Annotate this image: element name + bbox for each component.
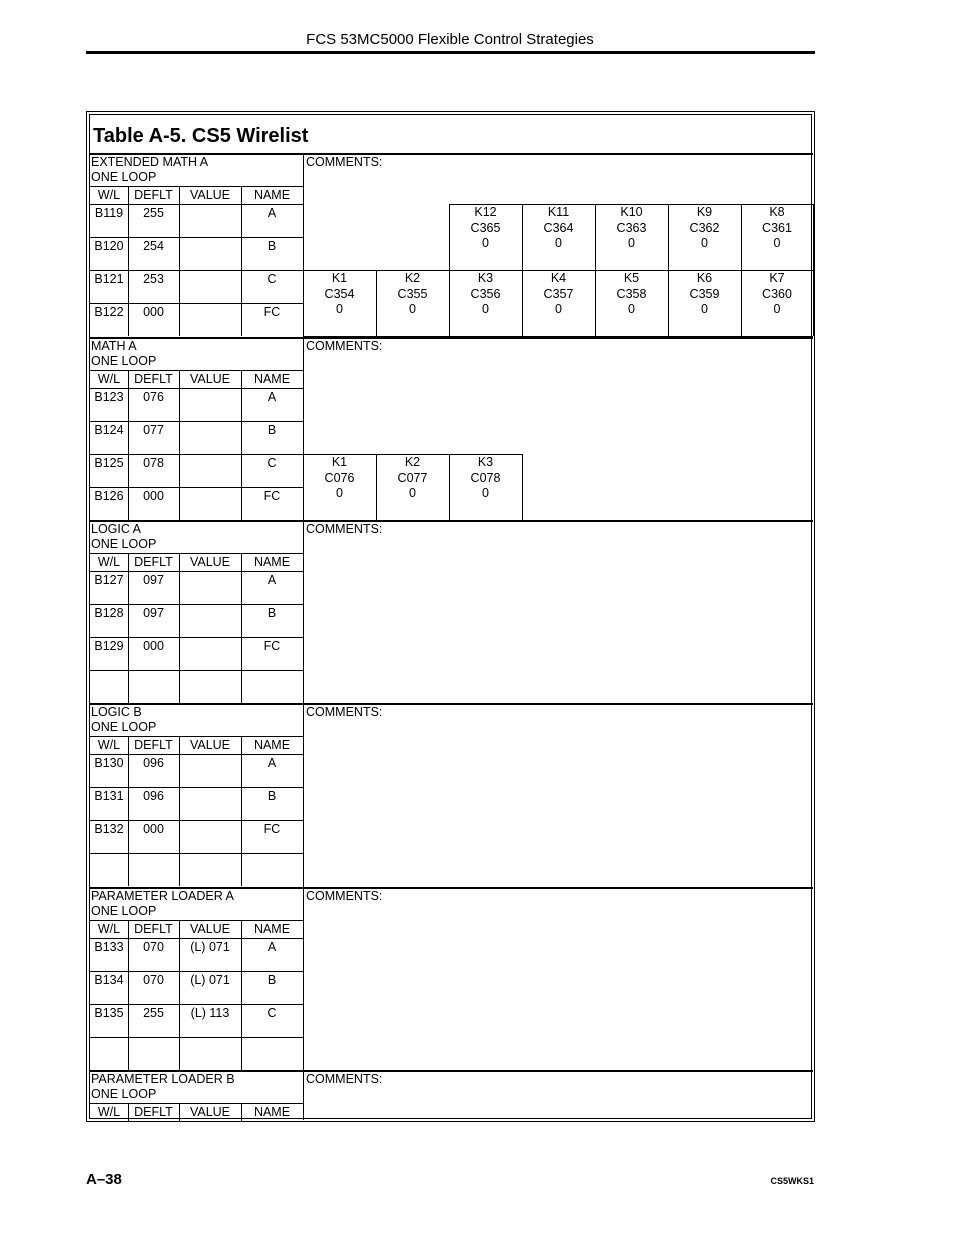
column-header-name: NAME [253,555,291,569]
row-rule [90,421,303,422]
name-cell: FC [263,822,281,836]
name-cell: A [267,390,277,404]
constant-rule [449,270,450,336]
section-name: LOGIC B [91,705,142,719]
column-header-deflt: DEFLT [134,188,173,202]
constant-id: K7 [769,271,785,285]
section-subtitle: ONE LOOP [91,904,157,918]
column-rule [241,1103,242,1121]
comments-label: COMMENTS: [306,339,383,353]
section-subtitle: ONE LOOP [91,720,157,734]
constant-value: 0 [482,302,489,316]
constant-register: C365 [470,220,501,235]
column-rule [179,1103,180,1121]
constant-value: 0 [773,302,781,316]
default-cell: 078 [143,456,164,470]
default-cell: 070 [143,940,164,954]
constant-value: 0 [773,236,781,250]
column-header-rule [90,1103,303,1104]
name-cell: A [267,940,277,954]
name-cell: B [267,606,277,620]
wirelist-table-inner [89,114,812,1119]
column-rule [179,186,180,336]
row-rule [90,270,303,271]
column-header-value: VALUE [189,1105,231,1119]
section-subtitle: ONE LOOP [91,537,157,551]
constant-cell [595,205,668,252]
constant-register: C077 [397,470,428,485]
constant-register: C359 [689,286,720,301]
name-cell: A [267,756,277,770]
comments-label: COMMENTS: [306,155,383,169]
column-header-value: VALUE [189,922,231,936]
constant-register: C363 [616,220,647,235]
header-rule [86,51,815,54]
section-name: PARAMETER LOADER B [91,1072,235,1086]
value-cell: (L) 113 [190,1006,230,1020]
constant-cell [449,205,522,252]
column-header-rule [90,754,303,755]
column-header-rule [90,204,303,205]
constant-value: 0 [555,302,562,316]
name-cell: B [267,973,277,987]
column-header-deflt: DEFLT [134,1105,173,1119]
wirelist-cell: B119 [94,206,124,220]
section-name: LOGIC A [91,522,142,536]
constant-register: C357 [543,286,574,301]
row-rule [90,604,303,605]
column-header-name: NAME [253,738,291,752]
constant-cell [376,455,449,502]
constant-rule [668,270,669,336]
default-cell: 097 [143,573,164,587]
constant-id: K1 [331,271,348,285]
constant-value: 0 [701,236,708,250]
section-subtitle: ONE LOOP [91,1087,157,1101]
footer-code: CS5WKS1 [770,1176,814,1186]
constant-cell [449,455,522,502]
constant-rule [813,270,814,336]
name-cell: FC [263,489,281,503]
constant-rule [668,204,669,270]
constant-value: 0 [555,236,562,250]
constant-value: 0 [409,486,416,500]
row-rule [90,787,303,788]
value-cell: (L) 071 [190,940,230,954]
constant-rule [741,204,742,270]
default-cell: 255 [143,206,164,220]
constant-register: C360 [762,286,792,301]
constant-register: C364 [543,220,574,235]
column-header-rule [90,370,303,371]
constant-rule [449,454,450,520]
name-cell: B [267,423,277,437]
constant-register: C354 [324,286,355,301]
column-header-name: NAME [253,188,291,202]
name-cell: C [267,1006,277,1020]
wirelist-cell: B121 [94,272,124,286]
comments-label: COMMENTS: [306,522,383,536]
constant-cell [668,271,741,318]
table-title: Table A-5. CS5 Wirelist [93,125,309,147]
name-cell: B [267,239,277,253]
section-name: EXTENDED MATH A [91,155,209,169]
name-cell: C [267,456,277,470]
column-header-value: VALUE [189,555,231,569]
constant-cell [741,205,813,252]
constant-id: K12 [474,205,497,219]
default-cell: 254 [143,239,164,253]
constant-rule [522,270,523,336]
column-rule [128,1103,129,1121]
constant-id: K4 [550,271,567,285]
section-name: PARAMETER LOADER A [91,889,234,903]
wirelist-table [86,111,815,1122]
constant-rule [303,270,304,336]
row-rule [90,454,303,455]
column-header-rule [90,553,303,554]
constant-row-rule [449,204,813,205]
column-header-name: NAME [253,372,291,386]
default-cell: 000 [143,639,164,653]
constant-value: 0 [628,236,635,250]
wirelist-cell: B128 [94,606,124,620]
row-rule [90,820,303,821]
row-rule [90,303,303,304]
column-header-rule [90,388,303,389]
wirelist-cell: B127 [94,573,124,587]
wirelist-cell: B129 [94,639,124,653]
constant-rule [813,204,814,270]
value-cell: (L) 071 [190,973,230,987]
constant-id: K10 [620,205,643,219]
wirelist-cell: B135 [94,1006,124,1020]
column-header-rule [90,920,303,921]
constant-value: 0 [482,236,489,250]
wirelist-cell: B122 [94,305,124,319]
constant-rule [595,204,596,270]
default-cell: 000 [143,305,164,319]
constant-id: K1 [331,455,348,469]
default-cell: 255 [143,1006,164,1020]
constant-value: 0 [701,302,708,316]
constant-rule [741,270,742,336]
section-name: MATH A [91,339,137,353]
section-split-rule [303,887,304,1070]
column-header-wl: W/L [97,372,121,386]
column-header-deflt: DEFLT [134,922,173,936]
row-rule [90,971,303,972]
wirelist-cell: B125 [94,456,124,470]
constant-cell [376,271,449,318]
constant-cell [522,271,595,318]
section-subtitle: ONE LOOP [91,354,157,368]
section-split-rule [303,1070,304,1120]
column-header-value: VALUE [189,188,231,202]
constant-id: K3 [477,455,494,469]
column-rule [179,736,180,886]
constant-id: K8 [769,205,785,219]
constant-rule [522,454,523,520]
constant-id: K5 [623,271,640,285]
constant-value: 0 [336,302,343,316]
row-rule [90,853,303,854]
constant-value: 0 [628,302,635,316]
constant-id: K9 [696,205,713,219]
wirelist-cell: B131 [94,789,124,803]
default-cell: 096 [143,756,164,770]
name-cell: A [267,573,277,587]
constant-cell [522,205,595,252]
constant-value: 0 [482,486,489,500]
default-cell: 070 [143,973,164,987]
default-cell: 097 [143,606,164,620]
section-split-rule [303,520,304,703]
constant-rule [303,454,304,520]
column-header-wl: W/L [97,555,121,569]
constant-row-rule [303,270,813,271]
constant-rule [376,454,377,520]
wirelist-cell: B124 [94,423,124,437]
wirelist-cell: B132 [94,822,124,836]
constant-cell [449,271,522,318]
name-cell: A [267,206,277,220]
constant-cell [668,205,741,252]
default-cell: 076 [143,390,164,404]
row-rule [90,1037,303,1038]
constant-row-rule [303,454,522,455]
wirelist-cell: B126 [94,489,124,503]
constant-register: C356 [470,286,501,301]
column-header-deflt: DEFLT [134,738,173,752]
column-header-rule [90,736,303,737]
constant-register: C355 [397,286,428,301]
name-cell: FC [263,305,281,319]
name-cell: FC [263,639,281,653]
column-header-value: VALUE [189,738,231,752]
row-rule [90,670,303,671]
column-header-name: NAME [253,1105,291,1119]
section-subtitle: ONE LOOP [91,170,157,184]
row-rule [90,1004,303,1005]
default-cell: 000 [143,822,164,836]
constant-register: C076 [324,470,355,485]
section-split-rule [303,703,304,887]
column-header-rule [90,938,303,939]
row-rule [90,487,303,488]
column-header-rule [90,186,303,187]
constant-id: K3 [477,271,494,285]
constant-id: K6 [696,271,713,285]
constant-cell [595,271,668,318]
constant-id: K11 [547,205,570,219]
constant-rule [449,204,450,270]
wirelist-cell: B130 [94,756,124,770]
comments-label: COMMENTS: [306,1072,383,1086]
column-header-wl: W/L [97,922,121,936]
page-header-title: FCS 53MC5000 Flexible Control Strategies [306,31,594,48]
constant-rule [522,204,523,270]
constant-value: 0 [336,486,343,500]
comments-label: COMMENTS: [306,705,383,719]
column-header-deflt: DEFLT [134,372,173,386]
default-cell: 077 [143,423,164,437]
constant-register: C362 [689,220,720,235]
column-header-rule [90,571,303,572]
constant-id: K2 [404,271,421,285]
column-header-wl: W/L [97,188,121,202]
column-header-wl: W/L [97,1105,121,1119]
column-header-deflt: DEFLT [134,555,173,569]
constant-rule [595,270,596,336]
constant-id: K2 [404,455,421,469]
constant-rule [376,270,377,336]
constant-register: C358 [616,286,647,301]
constant-value: 0 [409,302,416,316]
column-header-name: NAME [253,922,291,936]
footer-page-number: A–38 [86,1171,122,1188]
wirelist-cell: B133 [94,940,124,954]
constant-register: C078 [470,470,501,485]
row-rule [90,637,303,638]
column-header-value: VALUE [189,372,231,386]
column-rule [179,370,180,520]
wirelist-cell: B120 [94,239,124,253]
default-cell: 096 [143,789,164,803]
constant-cell [303,271,376,318]
default-cell: 000 [143,489,164,503]
constant-register: C361 [762,220,792,235]
name-cell: C [267,272,277,286]
constant-cell [741,271,813,318]
default-cell: 253 [143,272,164,286]
row-rule [90,237,303,238]
column-header-wl: W/L [97,738,121,752]
wirelist-cell: B134 [94,973,124,987]
name-cell: B [267,789,277,803]
column-rule [179,553,180,703]
wirelist-cell: B123 [94,390,124,404]
constant-cell [303,455,376,502]
comments-label: COMMENTS: [306,889,383,903]
